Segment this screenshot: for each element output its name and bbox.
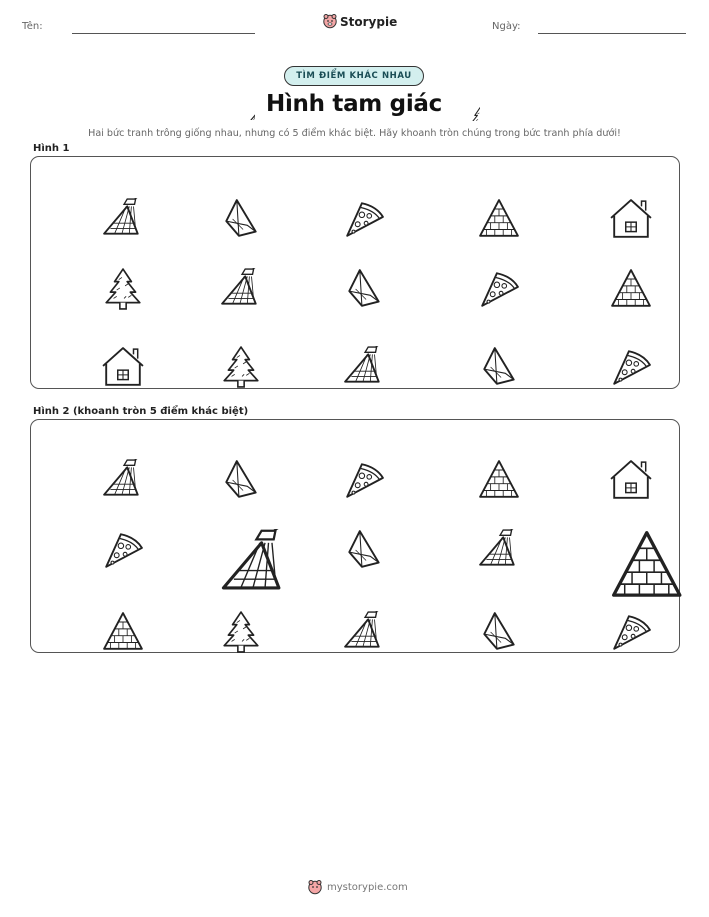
logo-text: Storypie <box>340 14 398 29</box>
guitar-icon[interactable] <box>185 494 254 563</box>
page-title: Hình tam giác <box>266 91 442 117</box>
tree-icon <box>199 325 241 367</box>
picture2-label: Hình 2 (khoanh tròn 5 điểm khác biệt) <box>33 406 249 417</box>
header-logo <box>323 14 397 29</box>
house-icon <box>589 177 631 219</box>
pizza-icon[interactable] <box>589 590 631 632</box>
guitar-icon <box>81 177 123 219</box>
guitar-icon[interactable] <box>457 508 499 550</box>
name-line[interactable] <box>72 33 255 34</box>
pizza-icon[interactable] <box>81 508 123 550</box>
picture1-label: Hình 1 <box>33 143 70 154</box>
pizza-icon <box>457 247 499 289</box>
tree-icon <box>81 247 123 289</box>
activity-badge: TÌM ĐIỂM KHÁC NHAU <box>284 66 424 86</box>
house-icon[interactable] <box>589 438 631 480</box>
pizza-icon <box>589 325 631 367</box>
guitar-icon[interactable] <box>81 438 123 480</box>
guitar-icon <box>322 325 364 367</box>
house-icon <box>81 325 123 367</box>
napkin-icon[interactable] <box>199 438 241 480</box>
storypie-mascot-icon <box>308 880 322 895</box>
date-label: Ngày: <box>492 21 521 32</box>
date-line[interactable] <box>538 33 686 34</box>
napkin-icon <box>457 325 499 367</box>
napkin-icon[interactable] <box>457 590 499 632</box>
instructions: Hai bức tranh trông giống nhau, nhưng có 5 điểm khác biệt. Hãy khoanh tròn chúng trong bức tranh phía dưới! <box>88 128 621 139</box>
guitar-icon[interactable] <box>322 590 364 632</box>
pyramid-icon[interactable] <box>81 590 123 632</box>
tree-icon[interactable] <box>199 590 241 632</box>
guitar-icon <box>199 247 241 289</box>
napkin-icon[interactable] <box>322 508 364 550</box>
name-label: Tên: <box>22 21 43 32</box>
pizza-icon[interactable] <box>322 438 364 480</box>
pyramid-icon[interactable] <box>457 438 499 480</box>
pyramid-icon[interactable] <box>573 492 647 566</box>
footer-url[interactable]: mystorypie.com <box>327 882 408 893</box>
footer <box>308 880 408 895</box>
storypie-mascot-icon <box>323 14 337 29</box>
title-tree-icon <box>454 93 480 125</box>
pyramid-icon <box>589 247 631 289</box>
napkin-icon <box>322 247 364 289</box>
pizza-icon <box>322 177 364 219</box>
napkin-icon <box>199 177 241 219</box>
pyramid-icon <box>457 177 499 219</box>
